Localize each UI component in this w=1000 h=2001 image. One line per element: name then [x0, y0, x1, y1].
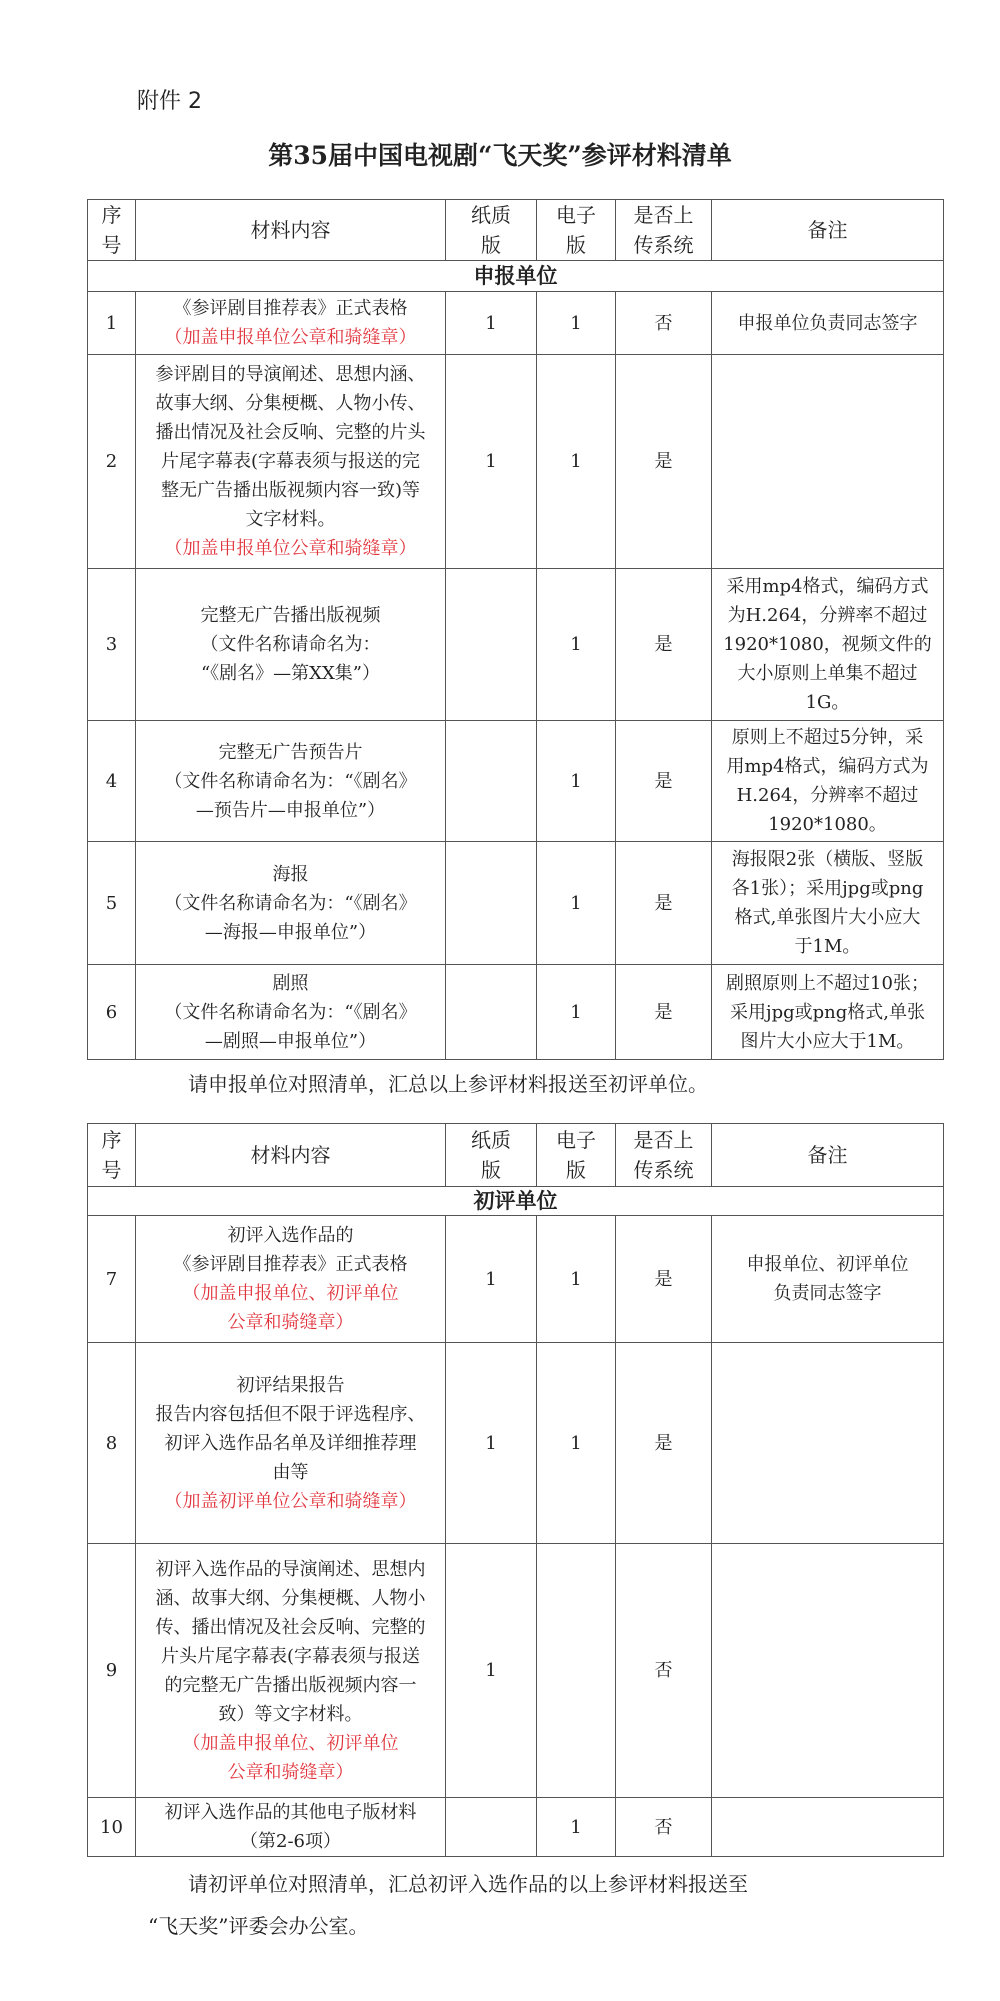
header-paper: 纸质 版 — [446, 1124, 537, 1187]
content-line: 初评入选作品名单及详细推荐理 — [164, 1432, 417, 1454]
paper-copies: 1 — [446, 292, 537, 355]
seal-requirement: （加盖申报单位公章和骑缝章） — [164, 327, 417, 348]
content-line: （文件名称请命名为： — [200, 634, 381, 655]
paper-copies: 1 — [446, 1216, 537, 1343]
upload-to-system: 否 — [616, 1798, 712, 1857]
content-line: 海报 — [272, 863, 309, 885]
table-row — [88, 721, 944, 842]
electronic-copies: 1 — [537, 355, 616, 569]
content-line: “《剧名》—第XX集”） — [200, 663, 381, 684]
electronic-copies: 1 — [537, 569, 616, 721]
content-line: —海报—申报单位”） — [204, 921, 377, 943]
content-line: （第2-6项） — [240, 1831, 341, 1852]
table-row — [88, 842, 944, 965]
content-line: 故事大纲、分集梗概、人物小传、 — [155, 393, 426, 414]
content-line: （文件名称请命名为：“《剧名》 — [164, 892, 417, 914]
content-line: 由等 — [272, 1461, 309, 1483]
material-content — [136, 1544, 446, 1798]
row-number: 7 — [88, 1216, 136, 1343]
table-row — [88, 1343, 944, 1544]
seal-requirement: （加盖初评单位公章和骑缝章） — [164, 1490, 417, 1512]
content-line: 初评入选作品的 — [227, 1225, 354, 1246]
table-row — [88, 1798, 944, 1857]
upload-to-system: 是 — [616, 1216, 712, 1343]
material-content — [136, 1798, 446, 1857]
remarks: 原则上不超过5分钟，采 用mp4格式，编码方式为 H.264，分辨率不超过 1920*1080。 — [712, 721, 944, 842]
content-line: 初评入选作品的其他电子版材料 — [164, 1802, 417, 1823]
content-line: 初评结果报告 — [236, 1374, 345, 1396]
content-line: —预告片—申报单位”） — [195, 799, 386, 821]
remarks — [712, 355, 944, 569]
electronic-copies: 1 — [537, 292, 616, 355]
content-line: 《参评剧目推荐表》正式表格 — [173, 298, 408, 319]
content-line: 播出情况及社会反响、完整的片头 — [155, 422, 426, 443]
materials-table-applicant — [87, 199, 944, 1060]
upload-to-system: 是 — [616, 721, 712, 842]
content-line: 整无广告播出版视频内容一致)等 — [160, 480, 421, 501]
material-content — [136, 842, 446, 965]
content-line: 剧照 — [272, 972, 309, 994]
row-number: 10 — [88, 1798, 136, 1857]
header-paper: 纸质 版 — [446, 200, 537, 261]
electronic-copies: 1 — [537, 721, 616, 842]
seal-requirement: 公章和骑缝章） — [227, 1761, 354, 1783]
content-line: —剧照—申报单位”） — [204, 1030, 377, 1052]
material-content — [136, 569, 446, 721]
table-row — [88, 355, 944, 569]
remarks: 申报单位、初评单位 负责同志签字 — [712, 1216, 944, 1343]
row-number: 4 — [88, 721, 136, 842]
paper-copies — [446, 721, 537, 842]
table-row — [88, 569, 944, 721]
header-content: 材料内容 — [136, 1124, 446, 1187]
preliminary-instruction-line1: 请初评单位对照清单，汇总初评入选作品的以上参评材料报送至 — [188, 1872, 748, 1896]
row-number: 3 — [88, 569, 136, 721]
electronic-copies: 1 — [537, 842, 616, 965]
upload-to-system: 是 — [616, 965, 712, 1060]
seal-requirement: （加盖申报单位、初评单位 — [182, 1732, 399, 1754]
remarks: 申报单位负责同志签字 — [712, 292, 944, 355]
header-upload: 是否上 传系统 — [616, 1124, 712, 1187]
electronic-copies: 1 — [537, 1798, 616, 1857]
material-content — [136, 1343, 446, 1544]
remarks: 剧照原则上不超过10张； 采用jpg或png格式,单张 图片大小应大于1M。 — [712, 965, 944, 1060]
row-number: 8 — [88, 1343, 136, 1544]
seal-requirement: （加盖申报单位、初评单位 — [182, 1283, 399, 1304]
materials-table-preliminary — [87, 1123, 944, 1857]
row-number: 9 — [88, 1544, 136, 1798]
upload-to-system: 是 — [616, 355, 712, 569]
content-line: 《参评剧目推荐表》正式表格 — [173, 1254, 408, 1275]
table-row — [88, 1216, 944, 1343]
paper-copies — [446, 965, 537, 1060]
material-content — [136, 355, 446, 569]
preliminary-instruction-line2: “飞天奖”评委会办公室。 — [148, 1914, 369, 1938]
electronic-copies: 1 — [537, 1216, 616, 1343]
upload-to-system: 是 — [616, 842, 712, 965]
content-line: （文件名称请命名为：“《剧名》 — [164, 1001, 417, 1023]
attachment-label: 附件 2 — [137, 89, 202, 114]
material-content — [136, 292, 446, 355]
electronic-copies — [537, 1544, 616, 1798]
row-number: 2 — [88, 355, 136, 569]
paper-copies: 1 — [446, 1343, 537, 1544]
row-number: 1 — [88, 292, 136, 355]
remarks: 采用mp4格式，编码方式 为H.264，分辨率不超过 1920*1080，视频文件的 大小原则上单集不超过 1G。 — [712, 569, 944, 721]
header-electronic: 电子 版 — [537, 200, 616, 261]
content-line: 涵、故事大纲、分集梗概、人物小 — [155, 1587, 426, 1609]
header-row — [88, 200, 944, 261]
content-line: 致）等文字材料。 — [218, 1703, 363, 1725]
table-row — [88, 965, 944, 1060]
content-line: 初评入选作品的导演阐述、思想内 — [155, 1558, 426, 1580]
remarks — [712, 1343, 944, 1544]
content-line: 传、播出情况及社会反响、完整的 — [155, 1616, 426, 1638]
content-line: 完整无广告预告片 — [218, 741, 363, 763]
content-line: 片尾字幕表(字幕表须与报送的完 — [160, 451, 421, 472]
remarks: 海报限2张（横版、竖版 各1张）；采用jpg或png 格式,单张图片大小应大 于1M。 — [712, 842, 944, 965]
row-number: 6 — [88, 965, 136, 1060]
content-line: （文件名称请命名为：“《剧名》 — [164, 770, 417, 792]
material-content — [136, 721, 446, 842]
applicant-instruction: 请申报单位对照清单，汇总以上参评材料报送至初评单位。 — [188, 1072, 708, 1096]
table-row — [88, 1544, 944, 1798]
upload-to-system: 是 — [616, 569, 712, 721]
header-content: 材料内容 — [136, 200, 446, 261]
content-line: 文字材料。 — [245, 509, 336, 530]
paper-copies: 1 — [446, 1544, 537, 1798]
upload-to-system: 是 — [616, 1343, 712, 1544]
content-line: 片头片尾字幕表(字幕表须与报送 — [160, 1645, 421, 1667]
header-row — [88, 1124, 944, 1187]
table-row — [88, 292, 944, 355]
remarks — [712, 1798, 944, 1857]
material-content — [136, 1216, 446, 1343]
electronic-copies: 1 — [537, 1343, 616, 1544]
header-note: 备注 — [712, 1124, 944, 1187]
paper-copies — [446, 1798, 537, 1857]
section-title: 申报单位 — [88, 261, 944, 292]
header-no: 序 号 — [88, 200, 136, 261]
section-title: 初评单位 — [88, 1187, 944, 1216]
paper-copies — [446, 842, 537, 965]
content-line: 报告内容包括但不限于评选程序、 — [155, 1403, 426, 1425]
header-note: 备注 — [712, 200, 944, 261]
upload-to-system: 否 — [616, 1544, 712, 1798]
remarks — [712, 1544, 944, 1798]
page-title: 第35届中国电视剧“飞天奖”参评材料清单 — [268, 141, 732, 170]
header-electronic: 电子 版 — [537, 1124, 616, 1187]
material-content — [136, 965, 446, 1060]
paper-copies: 1 — [446, 355, 537, 569]
paper-copies — [446, 569, 537, 721]
seal-requirement: （加盖申报单位公章和骑缝章） — [164, 538, 417, 559]
row-number: 5 — [88, 842, 136, 965]
content-line: 的完整无广告播出版视频内容一 — [164, 1674, 417, 1696]
content-line: 参评剧目的导演阐述、思想内涵、 — [155, 364, 426, 385]
header-upload: 是否上 传系统 — [616, 200, 712, 261]
electronic-copies: 1 — [537, 965, 616, 1060]
seal-requirement: 公章和骑缝章） — [227, 1312, 354, 1333]
header-no: 序 号 — [88, 1124, 136, 1187]
content-line: 完整无广告播出版视频 — [200, 605, 381, 626]
upload-to-system: 否 — [616, 292, 712, 355]
